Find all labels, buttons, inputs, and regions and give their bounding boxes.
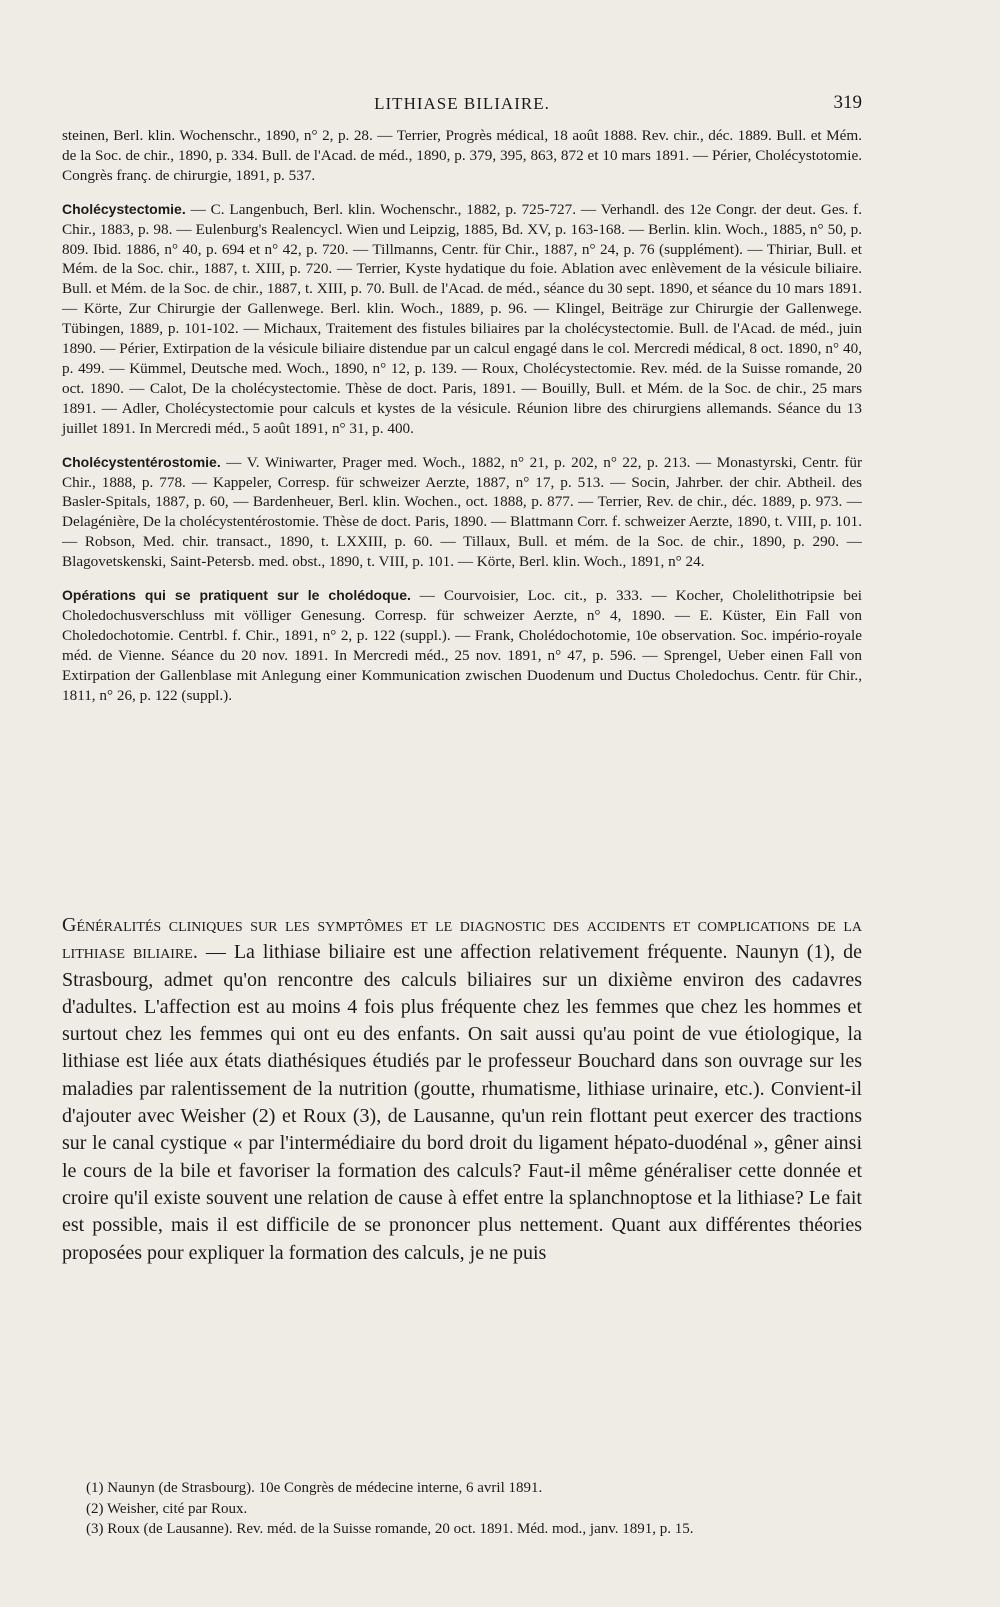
bibliography-paragraph	[62, 200, 862, 439]
footnote: (1) Naunyn (de Strasbourg). 10e Congrès de médecine interne, 6 avril 1891.	[86, 1480, 543, 1496]
bibliography-section	[62, 126, 862, 719]
bibliography-text: — V. Winiwarter, Prager med. Woch., 1882, n° 21, p. 202, n° 22, p. 213. — Monastyrski, Centr. für Chir., 1888, p. 778. — Kappeler, Corresp. für schweizer Aerzte, 1887, n° 17, p. 513. — Socin, Jahrber. der chir. Abtheil. des Basler-Spitals, 1887, p. 60, — Bardenheuer, Berl. klin. Wochen., oct. 1888, p. 877. — Terrier, Rev. de chir., déc. 1889, p. 973. — Delagénière, De la cholécystentérostomie. Thèse de doct. Paris, 1890. — Blattmann Corr. f. schweizer Aerzte, 1890, t. VIII, p. 101. — Robson, Med. chir. transact., 1890, t. LXXIII, p. 60. — Tillaux, Bull. et mém. de la Soc. de chir., 1890, p. 290. — Blagovetskenski, Saint-Petersb. med. obst., 1890, t. VIII, p. 101. — Körte, Berl. klin. Woch., 1891, n° 24.	[62, 453, 863, 571]
body-paragraph	[62, 912, 862, 1267]
section-lead: Généralités cliniques sur les symptômes et le diagnostic des accidents et complications de la lithiase biliaire. —	[62, 914, 862, 964]
bibliography-heading: Opérations qui se pratiquent sur le cholédoque.	[62, 587, 411, 604]
bibliography-text: — Courvoisier, Loc. cit., p. 333. — Kocher, Cholelithotripsie bei Choledochusverschluss mit völliger Genesung. Corresp. für schweizer Aerzte, n° 4, 1890. — E. Küster, Ein Fall von Choledochotomie. Centrbl. f. Chir., 1891, n° 2, p. 122 (suppl.). — Frank, Cholédochotomie, 10e observation. Soc. império-royale méd. de Vienne. Séance du 20 nov. 1891. In Mercredi méd., 25 nov. 1891, n° 47, p. 596. — Sprengel, Ueber einen Fall von Extirpation der Gallenblase mit Anlegung einer Kommunication zwischen Duodenum und Ductus Choledochus. Centr. für Chir., 1811, n° 26, p. 122 (suppl.).	[62, 587, 862, 704]
bibliography-paragraph	[62, 126, 862, 186]
footnote: (2) Weisher, cité par Roux.	[86, 1500, 248, 1517]
bibliography-text: — C. Langenbuch, Berl. klin. Wochenschr., 1882, p. 725-727. — Verhandl. des 12e Congr. der deut. Ges. f. Chir., 1883, p. 98. — Eulenburg's Realencycl. Wien und Leipzig, 1885, Bd. XV, p. 163-168. — Berlin. klin. Woch., 1885, n° 50, p. 809. Ibid. 1886, n° 40, p. 694 et n° 42, p. 720. — Tillmanns, Centr. für Chir., 1887, n° 24, p. 76 (supplément). — Thiriar, Bull. et Mém. de la Soc. chir., 1887, t. XIII, p. 720. — Terrier, Kyste hydatique du foie. Ablation avec enlèvement de la vésicule biliaire. Bull. et Mém. de la Soc. de chir., 1887, t. XIII, p. 70. Bull. de l'Acad. de méd., séance du 30 sept. 1890, et séance du 10 mars 1891. — Körte, Zur Chirurgie der Gallenwege. Berl. klin. Woch., 1889, p. 96. — Klingel, Beiträge zur Chirurgie der Gallenwege. Tübingen, 1889, p. 101-102. — Michaux, Traitement des fistules biliaires par la cholécystectomie. Bull. de l'Acad. de méd., juin 1890. — Périer, Extirpation de la vésicule biliaire distendue par un calcul engagé dans le col. Mercredi médical, 8 oct. 1890, n° 40, p. 499. — Kümmel, Deutsche med. Woch., 1890, n° 12, p. 139. — Roux, Cholécystectomie. Rev. méd. de la Suisse romande, 20 oct. 1890. — Calot, De la cholécystectomie. Thèse de doct. Paris, 1891. — Bouilly, Bull. et Mém. de la Soc. de chir., 25 mars 1891. — Adler, Cholécystectomie pour calculs et kystes de la vésicule. Réunion libre des chirurgiens allemands. Séance du 13 juillet 1891. In Mercredi méd., 5 août 1891, n° 31, p. 400.	[62, 200, 863, 437]
bibliography-heading: Cholécystentérostomie.	[62, 453, 221, 470]
running-header	[62, 92, 862, 116]
footnotes	[86, 1478, 876, 1540]
bibliography-text: steinen, Berl. klin. Wochenschr., 1890, n° 2, p. 28. — Terrier, Progrès médical, 18 août 1888. Rev. chir., déc. 1889. Bull. et Mém. de la Soc. de chir., 1890, p. 334. Bull. de l'Acad. de méd., 1890, p. 379, 395, 863, 872 et 10 mars 1891. — Périer, Cholécystotomie. Congrès franç. de chirurgie, 1891, p. 537.	[62, 127, 862, 184]
page-number: 319	[833, 92, 862, 113]
bibliography-paragraph	[62, 586, 862, 705]
bibliography-paragraph	[62, 453, 862, 572]
footnote: (3) Roux (de Lausanne). Rev. méd. de la Suisse romande, 20 oct. 1891. Méd. mod., janv. 1891, p. 15.	[86, 1521, 694, 1537]
bibliography-heading: Cholécystectomie.	[62, 200, 186, 217]
body-text: La lithiase biliaire est une affection relativement fréquente. Naunyn (1), de Strasbourg, admet qu'on rencontre des calculs biliaires sur un dixième environ des cadavres d'adultes. L'affection est au moins 4 fois plus fréquente chez les femmes que chez les hommes et surtout chez les femmes qui ont eu des enfants. On sait aussi qu'au point de vue étiologique, la lithiase est liée aux états diathésiques étudiés par le professeur Bouchard dans son ouvrage sur les maladies par ralentissement de la nutrition (goutte, rhumatisme, lithiase urinaire, etc.). Convient-il d'ajouter avec Weisher (2) et Roux (3), de Lausanne, qu'un rein flottant peut exercer des tractions sur le canal cystique « par l'intermédiaire du bord droit du ligament hépato-duodénal », gêner ainsi le cours de la bile et favoriser la formation des calculs? Faut-il même généraliser cette donnée et croire qu'il existe souvent une relation de cause à effet entre la splanchnoptose et la lithiase? Le fait est possible, mais il est difficile de se prononcer plus nettement. Quant aux différentes théories proposées pour expliquer la formation des calculs, je ne puis	[62, 941, 862, 1264]
running-title: LITHIASE BILIAIRE.	[374, 94, 550, 113]
